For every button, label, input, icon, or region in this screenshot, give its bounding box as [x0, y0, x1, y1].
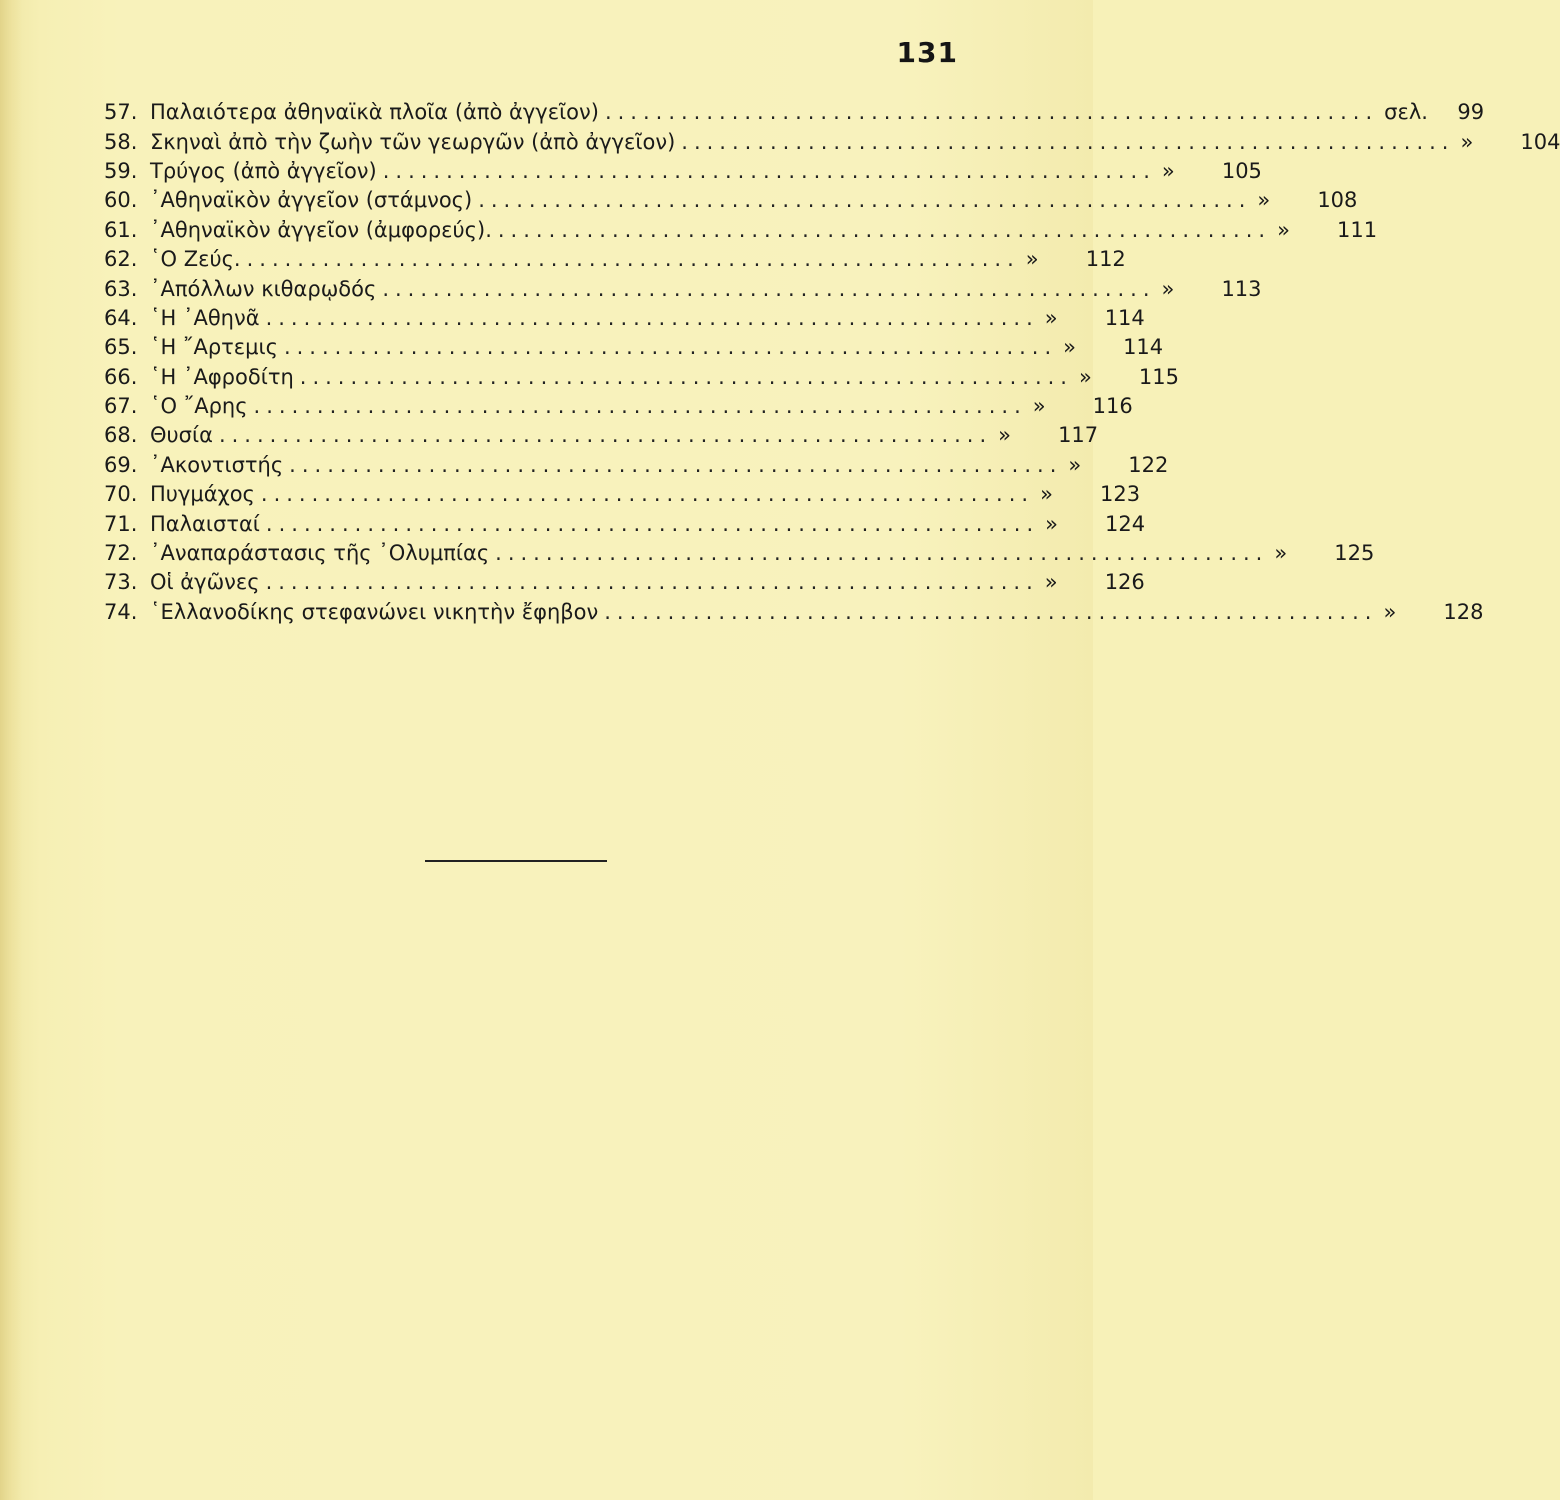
list-of-illustrations [104, 98, 1560, 627]
page-gutter-shadow [0, 0, 22, 1500]
list-item [104, 274, 1262, 303]
entry-number: 61. [104, 217, 138, 242]
entry-page-ref: » [1460, 129, 1474, 154]
entry-title: Τρύγος (ἀπὸ ἀγγεῖον) [150, 158, 377, 183]
entry-page-ref: » [1257, 188, 1271, 213]
entry-number: 58. [104, 129, 138, 154]
entry-page: 125 [1334, 541, 1375, 566]
entry-page: 104 [1520, 129, 1560, 154]
list-item [104, 127, 1560, 156]
dot-leader: ............................................................. [604, 599, 1378, 624]
entry-page-ref: » [1044, 305, 1058, 330]
entry-number: 64. [104, 305, 138, 330]
list-item [104, 392, 1133, 421]
entry-title: Πυγμάχος [150, 482, 255, 507]
entry-title: ῾Η ᾿Αφροδίτη [150, 364, 294, 389]
entry-title: ᾿Αθηναϊκὸν ἀγγεῖον (ἀμφορεύς). [150, 217, 492, 242]
entry-title: ῾Ο ῎Αρης [150, 394, 248, 419]
entry-page: 115 [1138, 364, 1179, 389]
list-item [104, 598, 1484, 627]
dot-leader: ............................................................. [497, 217, 1272, 242]
entry-page-ref: » [1032, 394, 1046, 419]
entry-number: 63. [104, 276, 138, 301]
list-item [104, 186, 1358, 215]
entry-page-ref: » [1045, 511, 1058, 536]
entry-page-ref: σελ. [1384, 100, 1428, 125]
dot-leader: ............................................................. [253, 394, 1027, 419]
entry-page: 112 [1085, 247, 1126, 272]
dot-leader: ............................................................. [260, 482, 1035, 507]
dot-leader: ............................................................. [218, 423, 993, 448]
entry-page-ref: » [998, 423, 1012, 448]
list-item [104, 363, 1179, 392]
list-item [104, 245, 1126, 274]
entry-number: 73. [104, 570, 138, 595]
entry-title: ᾿Ακοντιστής [150, 452, 284, 477]
dot-leader: ............................................................. [265, 511, 1040, 536]
entry-page: 128 [1443, 599, 1484, 624]
entry-page-ref: » [1274, 541, 1288, 566]
dot-leader: ............................................................. [289, 452, 1063, 477]
list-item [104, 304, 1145, 333]
list-item [104, 451, 1169, 480]
entry-title: ᾿Αναπαράστασις τῆς ᾿Ολυμπίας [150, 541, 490, 566]
entry-number: 59. [104, 158, 138, 183]
entry-number: 62. [104, 247, 138, 272]
entry-page: 99 [1457, 100, 1485, 125]
entry-page-ref: » [1161, 158, 1175, 183]
entry-title: Σκηναὶ ἀπὸ τὴν ζωὴν τῶν γεωργῶν (ἀπὸ ἀγγεῖον) [150, 129, 676, 154]
dot-leader: ............................................................. [299, 364, 1073, 389]
entry-number: 67. [104, 394, 138, 419]
entry-title: Παλαιότερα ἀθηναϊκὰ πλοῖα (ἀπὸ ἀγγεῖον) [150, 100, 599, 125]
list-item [104, 157, 1262, 186]
entry-number: 68. [104, 423, 138, 448]
entry-page: 126 [1104, 570, 1145, 595]
section-divider-rule [425, 860, 607, 862]
entry-number: 57. [104, 100, 138, 125]
dot-leader: ............................................................. [604, 100, 1379, 125]
entry-title: ῾Ο Ζεύς. [150, 247, 241, 272]
entry-page: 117 [1058, 423, 1099, 448]
entry-number: 74. [104, 599, 138, 624]
entry-page: 108 [1317, 188, 1358, 213]
dot-leader: ............................................................. [681, 129, 1455, 154]
entry-number: 70. [104, 482, 138, 507]
list-item [104, 333, 1164, 362]
entry-page: 113 [1221, 276, 1262, 301]
entry-page: 114 [1123, 335, 1164, 360]
entry-number: 65. [104, 335, 138, 360]
dot-leader: ............................................................. [382, 158, 1156, 183]
entry-page: 124 [1105, 511, 1146, 536]
entry-page: 114 [1104, 305, 1145, 330]
entry-page-ref: » [1161, 276, 1175, 301]
entry-page-ref: » [1025, 247, 1039, 272]
entry-number: 72. [104, 541, 138, 566]
dot-leader: ............................................................. [382, 276, 1156, 301]
entry-page-ref: » [1078, 364, 1092, 389]
entry-page-ref: » [1068, 452, 1082, 477]
entry-title: ᾿Απόλλων κιθαρῳδός [150, 276, 377, 301]
entry-number: 60. [104, 188, 138, 213]
entry-title: ῾Η ῎Αρτεμις [150, 335, 278, 360]
entry-page: 116 [1092, 394, 1133, 419]
show-through-line [120, 640, 980, 660]
entry-page: 122 [1128, 452, 1169, 477]
entry-page: 105 [1221, 158, 1262, 183]
list-item [104, 216, 1378, 245]
entry-page-ref: » [1044, 570, 1058, 595]
entry-title: ῾Ελλανοδίκης στεφανώνει νικητὴν ἔφηβον [150, 599, 599, 624]
entry-title: Παλαισταί [150, 511, 260, 536]
dot-leader: ............................................................. [495, 541, 1269, 566]
list-item [104, 568, 1145, 597]
dot-leader: ............................................................. [478, 188, 1252, 213]
entry-page-ref: » [1040, 482, 1053, 507]
entry-number: 71. [104, 511, 138, 536]
dot-leader: ............................................................. [283, 335, 1058, 360]
dot-leader: ............................................................. [265, 305, 1039, 330]
entry-title: Οἱ ἀγῶνες [150, 570, 260, 595]
entry-number: 66. [104, 364, 138, 389]
list-item [104, 98, 1485, 127]
entry-number: 69. [104, 452, 138, 477]
dot-leader: ............................................................. [246, 247, 1020, 272]
list-item [104, 480, 1141, 509]
page-number: 131 [896, 36, 958, 69]
list-item [104, 539, 1375, 568]
entry-title: Θυσία [150, 423, 213, 448]
dot-leader: ............................................................. [265, 570, 1039, 595]
entry-title: ᾿Αθηναϊκὸν ἀγγεῖον (στάμνος) [150, 188, 473, 213]
entry-page-ref: » [1063, 335, 1077, 360]
entry-title: ῾Η ᾿Αθηνᾶ [150, 305, 260, 330]
list-item [104, 509, 1146, 538]
entry-page: 123 [1100, 482, 1141, 507]
entry-page: 111 [1336, 217, 1378, 242]
list-item [104, 421, 1099, 450]
entry-page-ref: » [1277, 217, 1290, 242]
entry-page-ref: » [1383, 599, 1397, 624]
